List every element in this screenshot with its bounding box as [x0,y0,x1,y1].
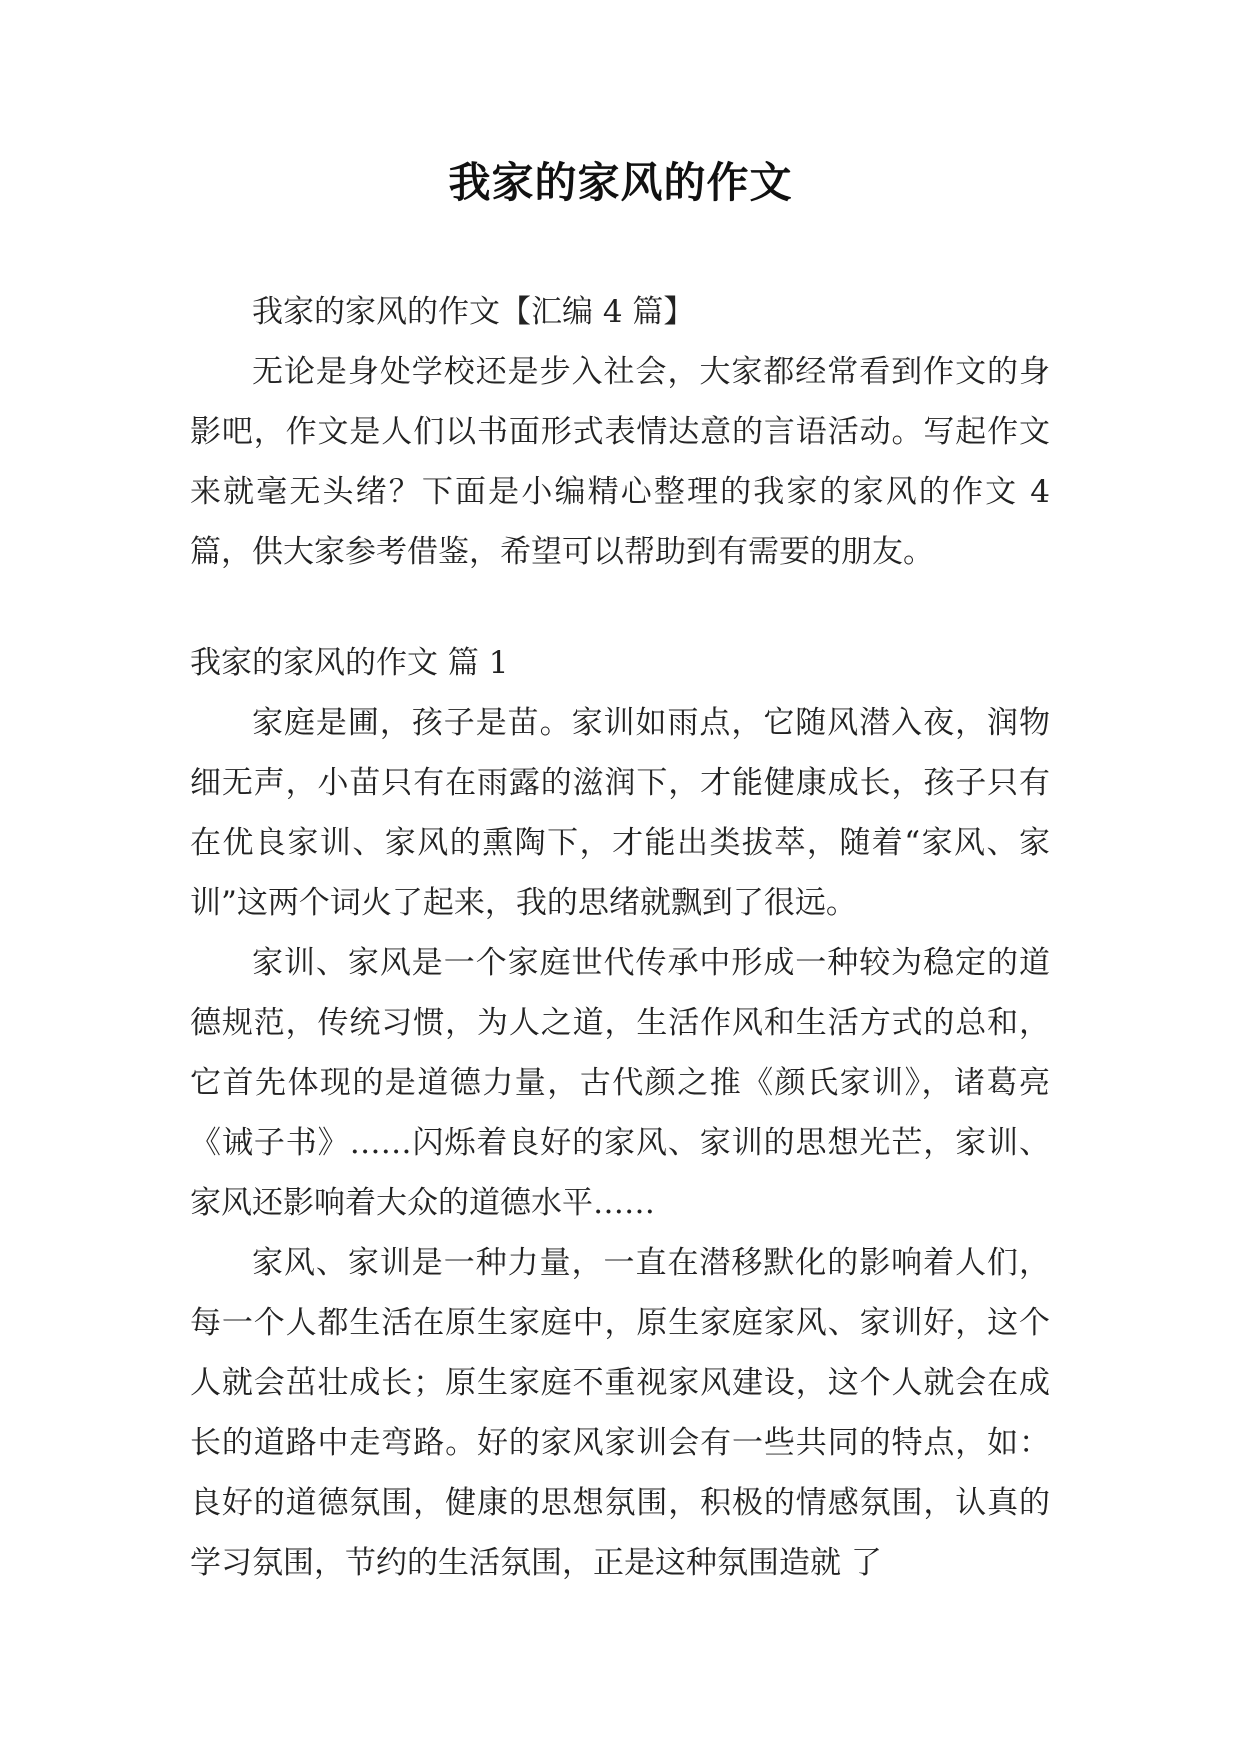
document-title: 我家的家风的作文 [448,158,793,207]
document-subtitle: 我家的家风的作文【汇编 4 篇】 [252,294,695,330]
section-1-paragraph-3: 家风、家训是一种力量，一直在潜移默化的影响着人们，每一个人都生活在原生家庭中，原生家庭家风、家训好，这个人就会茁壮成长；原生家庭不重视家风建设，这个人就会在成长的道路中走弯路。好的家风家训会有一些共同的特点，如：良好的道德氛围，健康的思想氛围，积极的情感氛围，认真的学习氛围，节约的生活氛围，正是这种氛围造就 了 [190,1245,1050,1581]
intro-paragraph: 无论是身处学校还是步入社会，大家都经常看到作文的身影吧，作文是人们以书面形式表情达意的言语活动。写起作文来就毫无头绪？下面是小编精心整理的我家的家风的作文 4 篇，供大家参考借鉴，希望可以帮助到有需要的朋友。 [190,354,1050,570]
section-1-heading: 我家的家风的作文 篇 1 [190,645,509,681]
intro-block [190,282,1050,582]
section-1-paragraph-2: 家训、家风是一个家庭世代传承中形成一种较为稳定的道德规范，传统习惯，为人之道，生活作风和生活方式的总和，它首先体现的是道德力量，古代颜之推《颜氏家训》，诸葛亮《诫子书》……闪烁着良好的家风、家训的思想光芒，家训、家风还影响着大众的道德水平…… [190,945,1050,1221]
section-1-paragraph-1: 家庭是圃，孩子是苗。家训如雨点，它随风潜入夜，润物细无声，小苗只有在雨露的滋润下，才能健康成长，孩子只有在优良家训、家风的熏陶下，才能出类拔萃，随着“家风、家训”这两个词火了起来，我的思绪就飘到了很远。 [190,705,1050,921]
section-1 [190,633,1050,1593]
